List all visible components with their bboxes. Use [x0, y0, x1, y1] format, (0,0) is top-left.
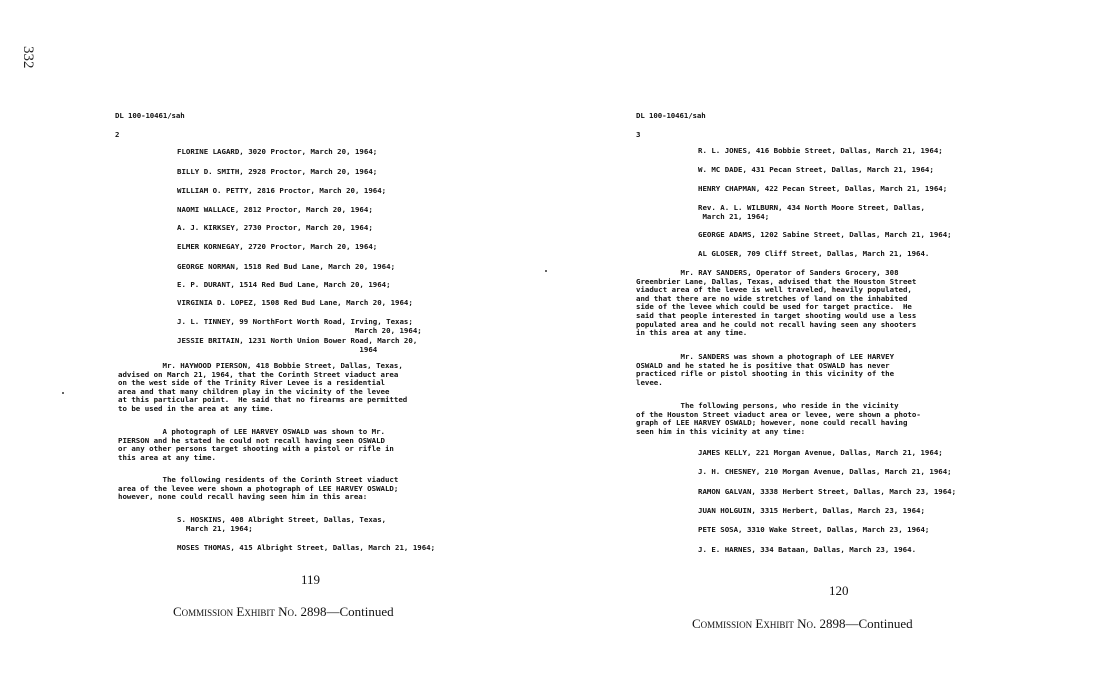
folio-number: 120 [829, 583, 849, 598]
page-number: 3 [636, 130, 641, 139]
resident-entry: J. E. HARNES, 334 Bataan, Dallas, March 23, 1964. [698, 545, 917, 554]
folio-number: 119 [301, 572, 321, 587]
caption-label: Commission Exhibit No. [173, 604, 298, 619]
resident-entry: A. J. KIRKSEY, 2730 Proctor, March 20, 1964; [177, 223, 373, 232]
resident-entry: VIRGINIA D. LOPEZ, 1508 Red Bud Lane, March 20, 1964; [177, 298, 413, 307]
exhibit-caption [173, 604, 394, 620]
resident-entry: GEORGE NORMAN, 1518 Red Bud Lane, March 20, 1964; [177, 262, 396, 271]
caption-label: Commission Exhibit No. [692, 616, 817, 631]
volume-page-number: 332 [20, 46, 36, 69]
body-paragraph: The following persons, who reside in the vicinity of the Houston Street viaduct area or levee, were shown a photo- graph of LEE HARVEY OSWALD; however, none could recall having seen him in this vicinity at any time: [636, 401, 921, 436]
resident-entry: JESSIE BRITAIN, 1231 North Union Bower Road, March 20, 1964 [177, 336, 418, 354]
resident-entry: R. L. JONES, 416 Bobbie Street, Dallas, March 21, 1964; [698, 146, 943, 155]
resident-entry: J. H. CHESNEY, 210 Morgan Avenue, Dallas, March 21, 1964; [698, 467, 952, 476]
resident-entry: JAMES KELLY, 221 Morgan Avenue, Dallas, March 21, 1964; [698, 448, 943, 457]
resident-entry: PETE SOSA, 3310 Wake Street, Dallas, March 23, 1964; [698, 525, 930, 534]
resident-entry: WILLIAM O. PETTY, 2816 Proctor, March 20, 1964; [177, 186, 387, 195]
resident-entry: MOSES THOMAS, 415 Albright Street, Dallas, March 21, 1964; [177, 543, 436, 552]
body-paragraph: Mr. HAYWOOD PIERSON, 418 Bobbie Street, Dallas, Texas, advised on March 21, 1964, that the Corinth Street viaduct area on the west side of the Trinity River Levee is a residential area and that many children play in the vicinity of the levee at this particular point. He said that no firearms are permitted to be used in the area at any time. [118, 361, 408, 413]
resident-entry: W. MC DADE, 431 Pecan Street, Dallas, March 21, 1964; [698, 165, 934, 174]
exhibit-caption [692, 616, 913, 632]
scan-speck [62, 392, 64, 394]
file-reference: DL 100-10461/sah [115, 111, 185, 120]
body-paragraph: Mr. SANDERS was shown a photograph of LEE HARVEY OSWALD and he stated he is positive that OSWALD has never practiced rifle or pistol shooting in this vicinity of the levee. [636, 352, 895, 387]
resident-entry: NAOMI WALLACE, 2812 Proctor, March 20, 1964; [177, 205, 373, 214]
resident-entry: HENRY CHAPMAN, 422 Pecan Street, Dallas, March 21, 1964; [698, 184, 948, 193]
caption-number: 2898—Continued [300, 604, 394, 619]
resident-entry: GEORGE ADAMS, 1202 Sabine Street, Dallas, March 21, 1964; [698, 230, 952, 239]
resident-entry: Rev. A. L. WILBURN, 434 North Moore Street, Dallas, March 21, 1964; [698, 203, 925, 221]
scan-speck [545, 270, 547, 272]
resident-entry: E. P. DURANT, 1514 Red Bud Lane, March 20, 1964; [177, 280, 391, 289]
page-number: 2 [115, 130, 120, 139]
resident-entry: AL GLOSER, 709 Cliff Street, Dallas, March 21, 1964. [698, 249, 930, 258]
resident-entry: RAMON GALVAN, 3338 Herbert Street, Dallas, March 23, 1964; [698, 487, 957, 496]
body-paragraph: The following residents of the Corinth Street viaduct area of the levee were shown a photograph of LEE HARVEY OSWALD; however, none could recall having seen him in this area: [118, 475, 399, 502]
resident-entry: S. HOSKINS, 408 Albright Street, Dallas, Texas, March 21, 1964; [177, 515, 387, 533]
body-paragraph: A photograph of LEE HARVEY OSWALD was shown to Mr. PIERSON and he stated he could not recall having seen OSWALD or any other persons target shooting with a pistol or rifle in this area at any time. [118, 427, 394, 462]
resident-entry: FLORINE LAGARD, 3020 Proctor, March 20, 1964; [177, 147, 378, 156]
resident-entry: J. L. TINNEY, 99 NorthFort Worth Road, Irving, Texas; March 20, 1964; [177, 317, 422, 335]
file-reference: DL 100-10461/sah [636, 111, 706, 120]
resident-entry: JUAN HOLGUIN, 3315 Herbert, Dallas, March 23, 1964; [698, 506, 925, 515]
body-paragraph: Mr. RAY SANDERS, Operator of Sanders Grocery, 308 Greenbrier Lane, Dallas, Texas, advised that the Houston Street viaduct area of the levee is well traveled, heavily populated, and that there are no wide stretches of land on the inhabited side of the levee which could be used for target practice. He said that people interested in target shooting would use a less populated area and he could not recall having seen any shooters in this area at any time. [636, 268, 917, 338]
caption-number: 2898—Continued [819, 616, 913, 631]
resident-entry: BILLY D. SMITH, 2928 Proctor, March 20, 1964; [177, 167, 378, 176]
resident-entry: ELMER KORNEGAY, 2720 Proctor, March 20, 1964; [177, 242, 378, 251]
